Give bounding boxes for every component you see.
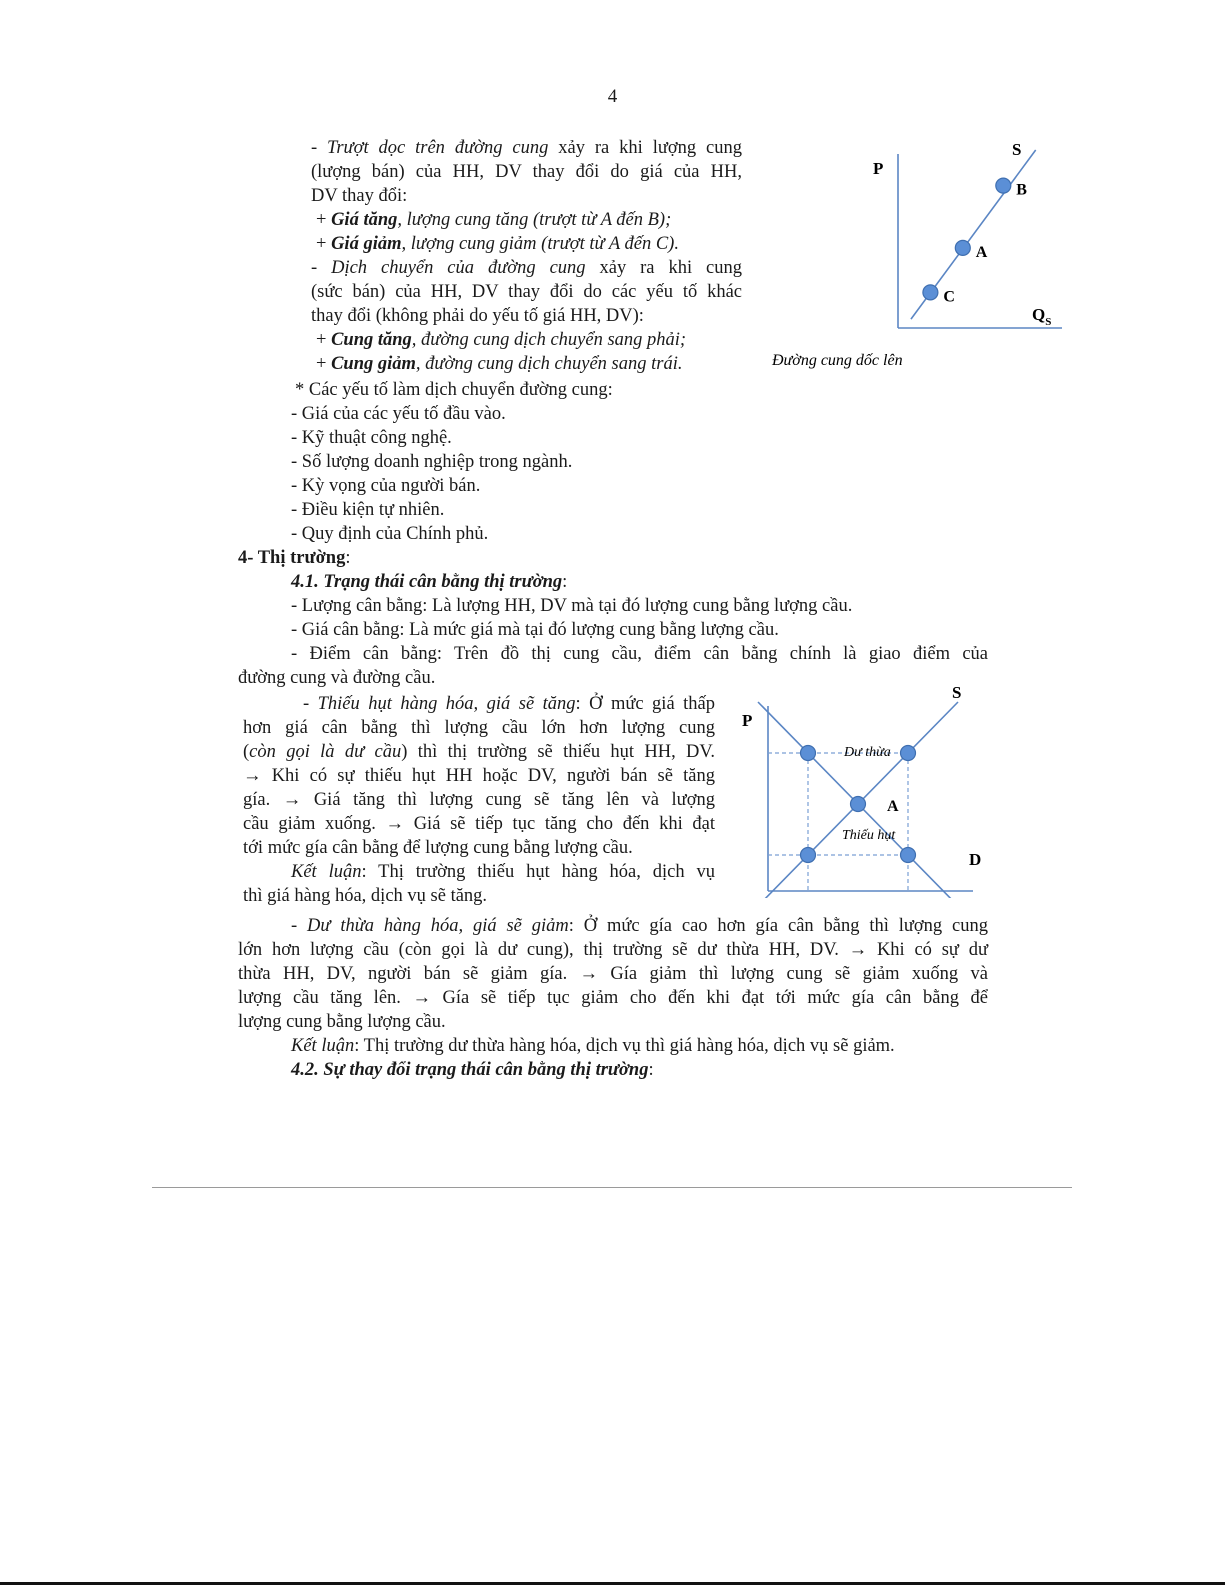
surplus-line-3: thừa HH, DV, người bán sẽ giảm gía. → Gía giảm thì lượng cung sẽ giảm xuống và	[238, 964, 988, 984]
supply-line-6: - Dịch chuyển của đường cung xảy ra khi cung	[311, 258, 742, 278]
chart2-point	[901, 848, 916, 863]
chart1-point-a	[955, 240, 970, 255]
equilibrium-point: - Điểm cân bằng: Trên đồ thị cung cầu, điểm cân bằng chính là giao điểm của	[291, 644, 988, 664]
page-number: 4	[607, 86, 618, 107]
equilibrium-price: - Giá cân bằng: Là mức giá mà tại đó lượng cung bằng lượng cầu.	[291, 620, 779, 640]
subheading-4-2: 4.2. Sự thay đổi trạng thái cân bằng thị trường:	[291, 1060, 654, 1080]
factors-heading: * Các yếu tố làm dịch chuyển đường cung:	[295, 380, 613, 400]
chart2-point	[801, 848, 816, 863]
chart2-equilibrium-point	[851, 797, 866, 812]
chart2-series-label-s: S	[952, 683, 962, 702]
supply-line-5: + Giá giảm, lượng cung giảm (trượt từ A đến C).	[316, 234, 679, 254]
surplus-line-5: lượng cung bằng lượng cầu.	[238, 1012, 446, 1032]
chart1-point-label-a: A	[975, 243, 988, 261]
supply-demand-chart	[735, 676, 990, 898]
factor-item: - Giá của các yếu tố đầu vào.	[291, 404, 506, 424]
supply-line-1: - Trượt dọc trên đường cung xảy ra khi lượng cung	[311, 138, 742, 158]
chart1-ylabel: P	[873, 159, 884, 178]
equilibrium-quantity: - Lượng cân bằng: Là lượng HH, DV mà tại đó lượng cung bằng lượng cầu.	[291, 596, 853, 616]
surplus-line-1: - Dư thừa hàng hóa, giá sẽ giảm: Ở mức gía cao hơn gía cân bằng thì lượng cung	[291, 916, 988, 936]
shortage-line-7: tới mức gía cân bằng để lượng cung bằng lượng cầu.	[243, 838, 633, 858]
chart2-ylabel: P	[742, 711, 753, 730]
chart2-point	[901, 746, 916, 761]
shortage-line-6: cầu giảm xuống. → Giá sẽ tiếp tục tăng cho đến khi đạt	[243, 814, 715, 834]
chart1-point-label-c: C	[943, 288, 955, 306]
supply-line-8: thay đổi (không phải do yếu tố giá HH, DV):	[311, 306, 644, 326]
chart2-shortage-label: Thiếu hụt	[842, 828, 896, 843]
market-heading: 4- Thị trường:	[238, 548, 351, 568]
supply-curve-chart	[770, 130, 1080, 380]
shortage-line-9: thì giá hàng hóa, dịch vụ sẽ tăng.	[243, 886, 488, 906]
chart2-point	[801, 746, 816, 761]
chart1-point-b	[996, 178, 1011, 193]
chart2-surplus-label: Dư thừa	[844, 745, 891, 760]
factor-item: - Quy định của Chính phủ.	[291, 524, 489, 544]
chart1-caption: Đường cung dốc lên	[772, 352, 903, 369]
chart1-xlabel: $Q_S$	[1032, 305, 1052, 328]
shortage-line-3: (còn gọi là dư cầu) thì thị trường sẽ thiếu hụt HH, DV.	[243, 742, 715, 762]
shortage-conclusion: Kết luận: Thị trường thiếu hụt hàng hóa, dịch vụ	[291, 862, 715, 882]
surplus-line-4: lượng cầu tăng lên. → Gía sẽ tiếp tục giảm cho đến khi đạt tới mức gía cân bằng để	[238, 988, 988, 1008]
supply-line-10: + Cung giảm, đường cung dịch chuyển sang trái.	[316, 354, 683, 374]
factor-item: - Kỹ thuật công nghệ.	[291, 428, 452, 448]
shortage-line-2: hơn giá cân bằng thì lượng cầu lớn hơn lượng cung	[243, 718, 715, 738]
surplus-conclusion: Kết luận: Thị trường dư thừa hàng hóa, dịch vụ thì giá hàng hóa, dịch vụ sẽ giảm.	[291, 1036, 895, 1056]
supply-line-3: DV thay đổi:	[311, 186, 408, 206]
shortage-line-4: → Khi có sự thiếu hụt HH hoặc DV, người bán sẽ tăng	[243, 766, 715, 786]
supply-line-7: (sức bán) của HH, DV thay đổi do các yếu tố khác	[311, 282, 742, 302]
factor-item: - Số lượng doanh nghiệp trong ngành.	[291, 452, 573, 472]
subheading-4-1: 4.1. Trạng thái cân bằng thị trường:	[291, 572, 568, 592]
chart1-series-label-s: S	[1012, 140, 1022, 159]
chart1-point-label-b: B	[1016, 181, 1027, 199]
chart1-point-c	[923, 285, 938, 300]
shortage-line-1: - Thiếu hụt hàng hóa, giá sẽ tăng: Ở mức giá thấp	[303, 694, 715, 714]
equilibrium-point-cont: đường cung và đường cầu.	[238, 668, 436, 688]
chart2-point-label-a: A	[887, 798, 899, 815]
supply-line-2: (lượng bán) của HH, DV thay đổi do giá của HH,	[311, 162, 742, 182]
shortage-line-5: gía. → Giá tăng thì lượng cung sẽ tăng lên và lượng	[243, 790, 715, 810]
chart2-series-label-d: D	[969, 850, 982, 869]
footer-divider	[152, 1187, 1072, 1188]
factor-item: - Kỳ vọng của người bán.	[291, 476, 481, 496]
factor-item: - Điều kiện tự nhiên.	[291, 500, 445, 520]
supply-line-4: + Giá tăng, lượng cung tăng (trượt từ A đến B);	[316, 210, 672, 230]
surplus-line-2: lớn hơn lượng cầu (còn gọi là dư cung), thị trường sẽ dư thừa HH, DV. → Khi có sự dư	[238, 940, 988, 960]
supply-line-9: + Cung tăng, đường cung dịch chuyển sang phải;	[316, 330, 687, 350]
